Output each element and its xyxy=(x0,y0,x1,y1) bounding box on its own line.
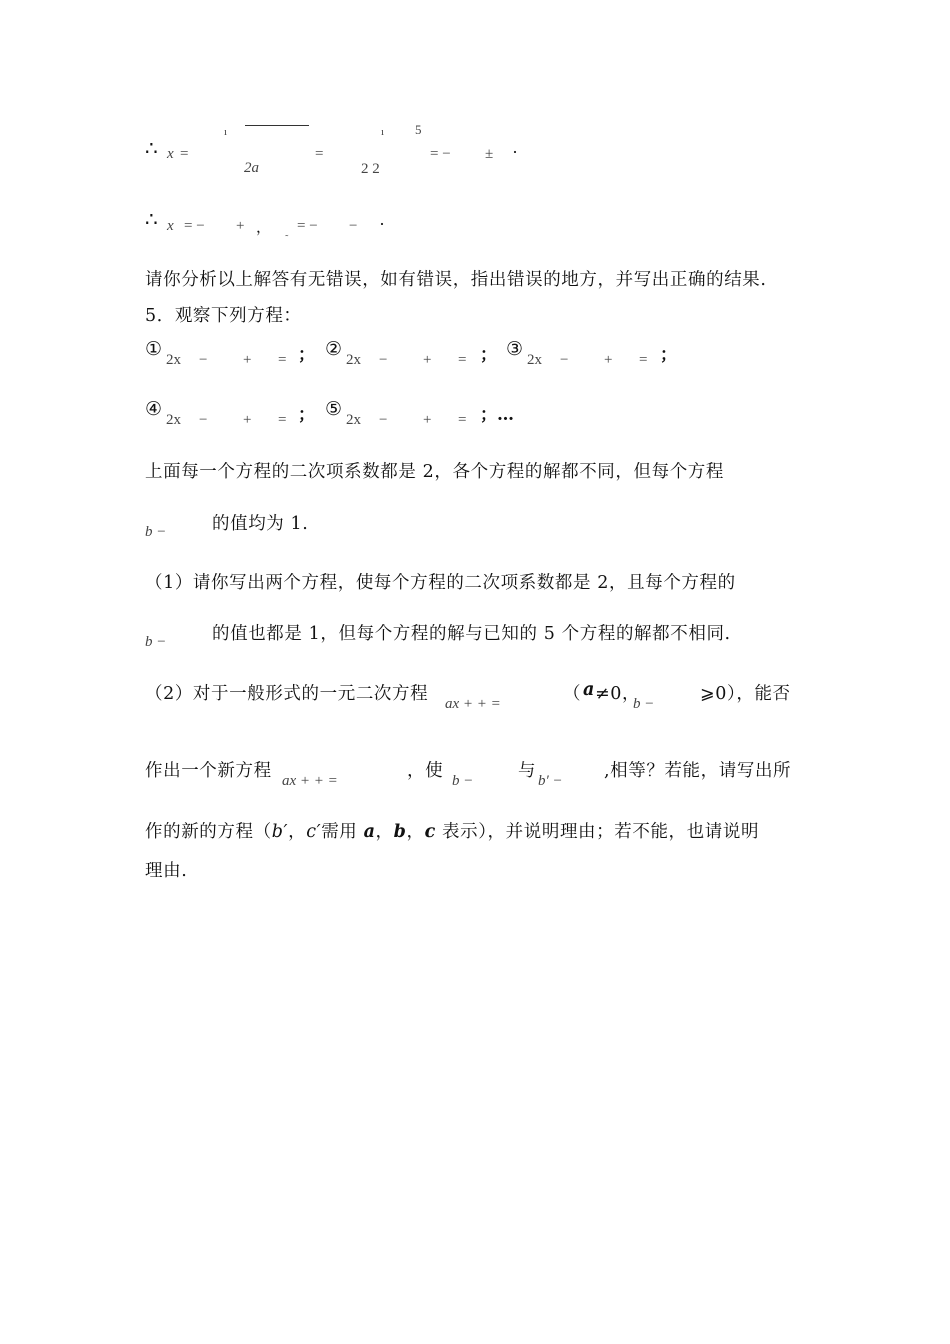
minus-sign: − xyxy=(349,218,358,234)
question-5-title: 5．观察下列方程： xyxy=(145,306,302,326)
part-2-line-3 xyxy=(145,818,759,843)
equation-lhs: 2x xyxy=(166,352,181,368)
comma: ， xyxy=(288,822,307,842)
equals-sign: = xyxy=(458,352,467,368)
comma: ， xyxy=(375,822,394,842)
ge-zero-tail: ⩾0），能否 xyxy=(700,684,791,704)
plus-minus: ± xyxy=(485,146,494,162)
equals-sign: = xyxy=(278,352,287,368)
discriminant-expr: b − xyxy=(452,773,474,789)
yu-text: 与 xyxy=(518,761,537,781)
equals-minus: = − xyxy=(297,218,318,234)
equals-minus: = − xyxy=(430,146,451,162)
plus-sign: + xyxy=(243,412,252,428)
part-1-tail: 的值也都是 1，但每个方程的解与已知的 5 个方程的解都不相同. xyxy=(212,624,731,644)
denominator-2a: 2a xyxy=(244,160,259,176)
general-equation: ax + + = xyxy=(445,696,501,712)
part-1-text: （1）请你写出两个方程，使每个方程的二次项系数都是 2，且每个方程的 xyxy=(145,573,736,593)
equation-marker-4: ④ xyxy=(145,398,163,420)
equals-sign: = xyxy=(180,146,189,162)
separator: ； xyxy=(298,405,315,425)
observation-text: 上面每一个方程的二次项系数都是 2，各个方程的解都不同，但每个方程 xyxy=(145,462,724,482)
var-b: b xyxy=(393,822,407,842)
minus-sign: − xyxy=(379,352,388,368)
equation-marker-2: ② xyxy=(325,338,343,360)
plus-sign: + xyxy=(423,412,432,428)
therefore-symbol: ∴ xyxy=(145,136,158,160)
period-dot: · xyxy=(379,214,385,234)
new-equation-lead: 作出一个新方程 xyxy=(145,761,272,781)
line-rest: 表示），并说明理由；若不能，也请说明 xyxy=(435,822,760,842)
line-lead: 作的新的方程（ xyxy=(145,822,272,842)
c-prime: c′ xyxy=(306,822,322,842)
observation-tail: 的值均为 1. xyxy=(212,514,309,534)
minus-sign: − xyxy=(379,412,388,428)
plus-sign: + xyxy=(236,218,245,234)
new-equation-tail: ,相等？若能，请写出所 xyxy=(604,761,792,781)
analysis-instruction: 请你分析以上解答有无错误，如有错误，指出错误的地方，并写出正确的结果. xyxy=(145,270,767,290)
var-a: a xyxy=(363,822,376,842)
new-equation: ax + + = xyxy=(282,773,338,789)
radical-tick: ı xyxy=(381,126,385,138)
plus-sign: + xyxy=(423,352,432,368)
equation-lhs: 2x xyxy=(346,352,361,368)
shi-text: ，使 xyxy=(407,761,444,781)
var-x: x xyxy=(167,218,174,234)
equals-sign: = xyxy=(315,146,324,162)
var-x: x xyxy=(167,146,174,162)
a-not-zero: ≠0， xyxy=(595,684,641,704)
equals-sign: = xyxy=(458,412,467,428)
part-2-line-4: 理由. xyxy=(145,861,188,881)
separator: ；… xyxy=(480,405,514,425)
b-prime: b′ xyxy=(271,822,289,842)
separator: ； xyxy=(480,345,497,365)
denominator-2-2: 2 2 xyxy=(361,161,380,177)
period-dot: · xyxy=(512,142,518,162)
equation-marker-1: ① xyxy=(145,338,163,360)
plus-sign: + xyxy=(604,352,613,368)
var-a: a xyxy=(583,680,595,700)
equals-sign: = xyxy=(278,412,287,428)
equation-lhs: 2x xyxy=(527,352,542,368)
condition-open: （ xyxy=(563,684,582,704)
equals-minus: = − xyxy=(184,218,205,234)
new-discriminant-expr: b′ − xyxy=(538,773,563,789)
radical-tick: ı xyxy=(224,126,228,138)
var-c: c xyxy=(424,822,436,842)
equals-sign: = xyxy=(639,352,648,368)
need-text: 需用 xyxy=(321,822,364,842)
numerator-5: 5 xyxy=(415,122,422,137)
minus-sign: − xyxy=(560,352,569,368)
comma: ， xyxy=(406,822,425,842)
subscript-mark: ˷ xyxy=(285,226,289,237)
plus-sign: + xyxy=(243,352,252,368)
equation-lhs: 2x xyxy=(166,412,181,428)
discriminant-expr: b − xyxy=(145,524,167,540)
equation-marker-3: ③ xyxy=(506,338,524,360)
comma: ， xyxy=(256,220,272,236)
equation-marker-5: ⑤ xyxy=(325,398,343,420)
separator: ； xyxy=(298,345,315,365)
therefore-symbol: ∴ xyxy=(145,207,158,231)
separator: ； xyxy=(660,345,677,365)
minus-sign: − xyxy=(199,352,208,368)
minus-sign: − xyxy=(199,412,208,428)
discriminant-expr: b − xyxy=(145,634,167,650)
discriminant-expr: b − xyxy=(633,696,655,712)
equation-lhs: 2x xyxy=(346,412,361,428)
part-2-lead: （2）对于一般形式的一元二次方程 xyxy=(145,684,429,704)
